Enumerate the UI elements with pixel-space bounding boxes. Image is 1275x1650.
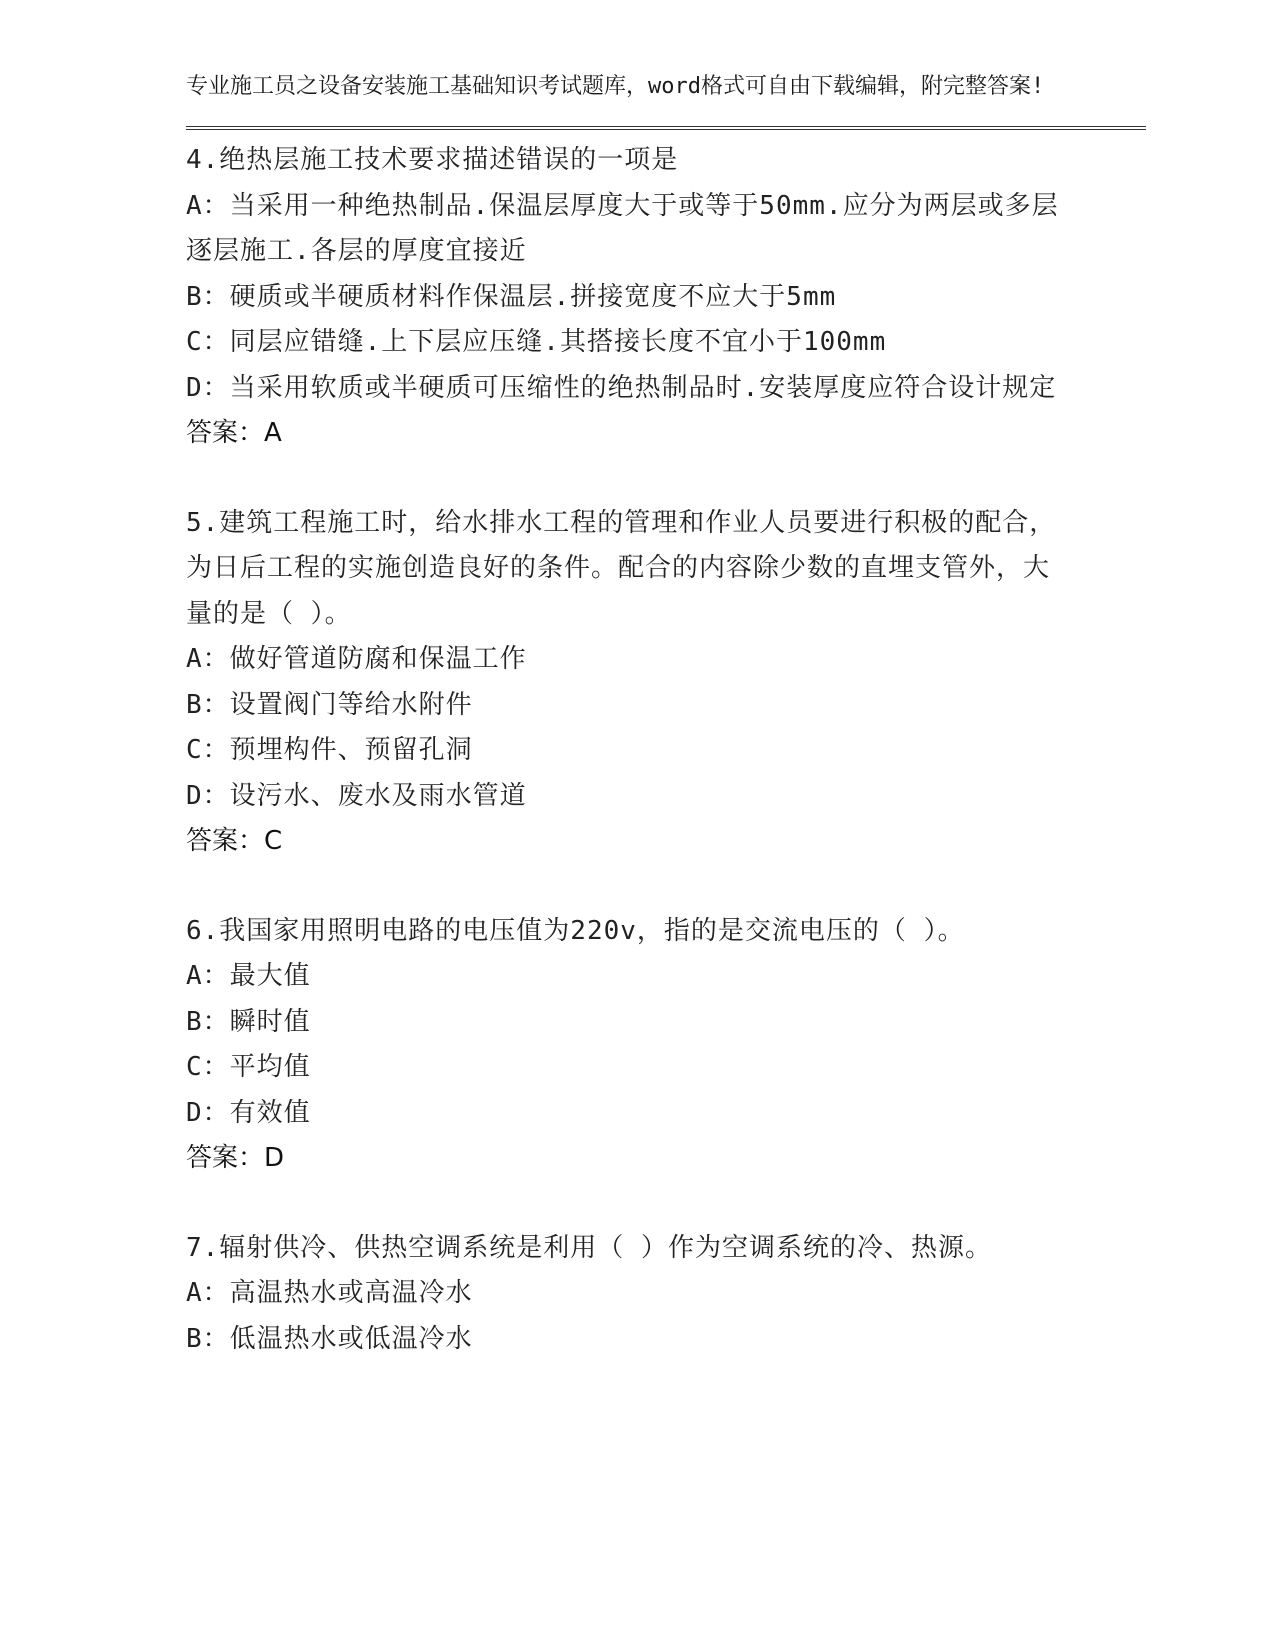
option-b: B：硬质或半硬质材料作保温层.拼接宽度不应大于5mm xyxy=(186,281,837,312)
option-c: C：同层应错缝.上下层应压缝.其搭接长度不宜小于100mm xyxy=(186,327,887,357)
question-5 xyxy=(186,501,1146,865)
answer: 答案：C xyxy=(186,826,283,856)
question-6 xyxy=(186,909,1146,1182)
answer: 答案：D xyxy=(186,1143,285,1173)
question-stem: 5.建筑工程施工时，给水排水工程的管理和作业人员要进行积极的配合，为日后工程的实施创造良好的条件。配合的内容除少数的直埋支管外，大量的是（ ）。 xyxy=(186,507,1057,629)
question-stem: 7.辐射供冷、供热空调系统是利用（ ）作为空调系统的冷、热源。 xyxy=(186,1232,992,1263)
option-d: D：设污水、废水及雨水管道 xyxy=(186,780,527,811)
document-header: 专业施工员之设备安装施工基础知识考试题库，word格式可自由下载编辑，附完整答案! xyxy=(186,74,1045,99)
option-b: B：低温热水或低温冷水 xyxy=(186,1323,473,1354)
question-list xyxy=(186,138,1146,1362)
option-a: A：最大值 xyxy=(186,961,311,991)
option-a: A：高温热水或高温冷水 xyxy=(186,1278,473,1308)
option-a: A：做好管道防腐和保温工作 xyxy=(186,644,527,674)
question-4 xyxy=(186,138,1146,457)
header-divider xyxy=(186,126,1146,130)
document-page xyxy=(186,70,1146,1362)
question-7 xyxy=(186,1226,1146,1363)
option-c: C：平均值 xyxy=(186,1052,311,1082)
answer: 答案：A xyxy=(186,418,282,448)
option-b: B：设置阀门等给水附件 xyxy=(186,689,473,720)
option-b: B：瞬时值 xyxy=(186,1006,311,1037)
option-c: C：预埋构件、预留孔洞 xyxy=(186,735,473,765)
option-d: D：当采用软质或半硬质可压缩性的绝热制品时.安装厚度应符合设计规定 xyxy=(186,372,1057,403)
option-d: D：有效值 xyxy=(186,1097,311,1128)
option-a: A：当采用一种绝热制品.保温层厚度大于或等于50mm.应分为两层或多层逐层施工.各层的厚度宜接近 xyxy=(186,190,1059,266)
question-stem: 6.我国家用照明电路的电压值为220v，指的是交流电压的（ ）。 xyxy=(186,915,965,946)
question-stem: 4.绝热层施工技术要求描述错误的一项是 xyxy=(186,145,679,175)
